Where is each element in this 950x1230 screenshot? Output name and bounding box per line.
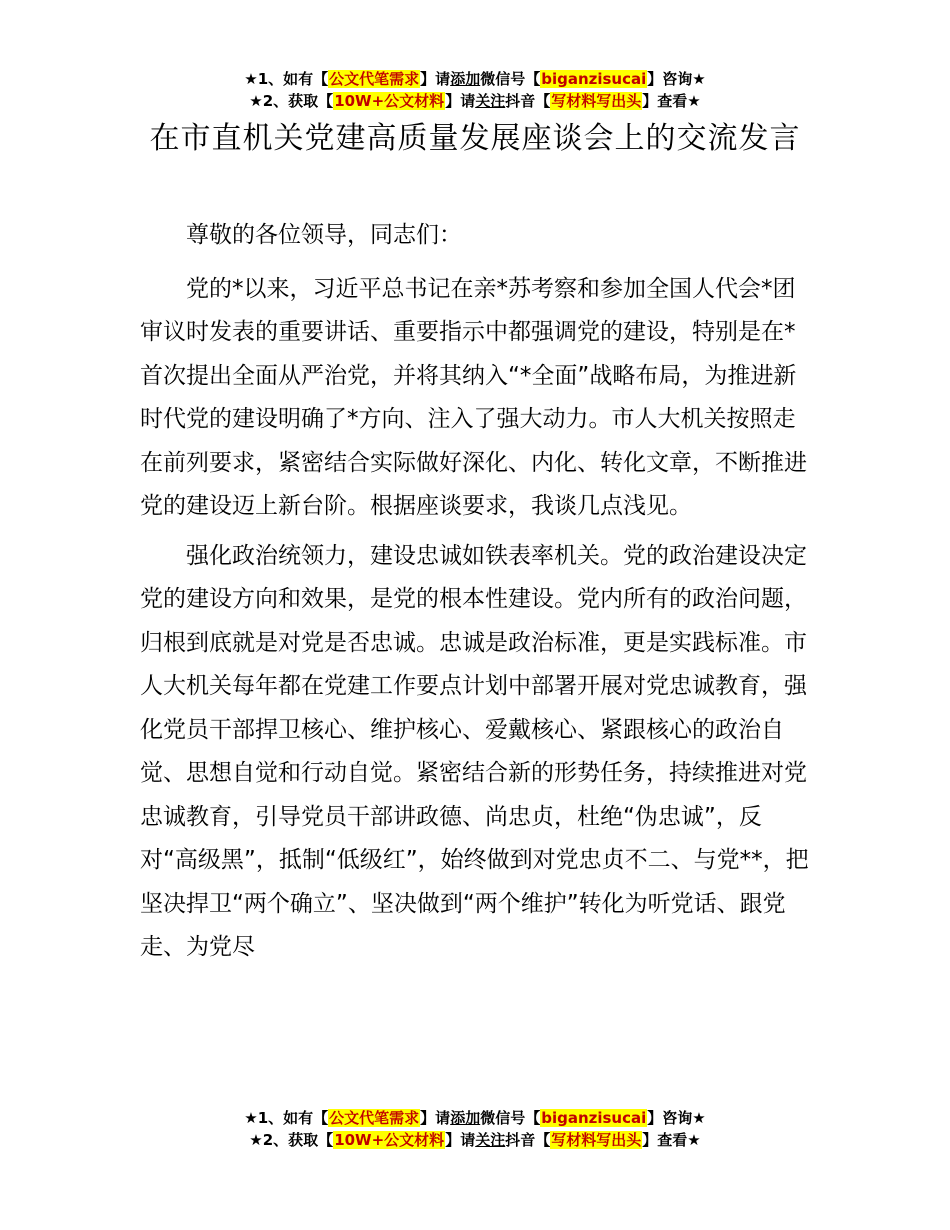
document-body: [140, 214, 815, 976]
promo-line-1: ★1、如有【公文代笔需求】请添加微信号【biganzisucai】咨询★: [244, 1109, 706, 1127]
bottom-promo-banner: [0, 1107, 950, 1151]
top-promo-banner: [0, 68, 950, 112]
wechat-id: biganzisucai: [541, 1109, 647, 1127]
douyin-account: 写材料写出头: [551, 92, 642, 110]
paragraph-political-leadership: 强化政治统领力，建设忠诚如铁表率机关。党的政治建设决定党的建设方向和效果，是党的根本性建设。党内所有的政治问题，归根到底就是对党是否忠诚。忠诚是政治标准，更是实践标准。市人大机关每年都在党建工作要点计划中部署开展对党忠诚教育，强化党员干部捍卫核心、维护核心、爱戴核心、紧跟核心的政治自觉、思想自觉和行动自觉。紧密结合新的形势任务，持续推进对党忠诚教育，引导党员干部讲政德、尚忠贞，杜绝“伪忠诚”，反对“高级黑”，抵制“低级红”，始终做到对党忠贞不二、与党**，把坚决捍卫“两个确立”、坚决做到“两个维护”转化为听党话、跟党走、为党尽: [140, 542, 809, 960]
promo-highlight: 公文代笔需求: [329, 1109, 420, 1127]
wechat-id: biganzisucai: [541, 70, 647, 88]
promo-line-1: ★1、如有【公文代笔需求】请添加微信号【biganzisucai】咨询★: [244, 70, 706, 88]
paragraph-intro: 党的*以来，习近平总书记在亲*苏考察和参加全国人代会*团审议时发表的重要讲话、重要指示中都强调党的建设，特别是在*首次提出全面从严治党，并将其纳入“*全面”战略布局，为推进新时代党的建设明确了*方向、注入了强大动力。市人大机关按照走在前列要求，紧密结合实际做好深化、内化、转化文章，不断推进党的建设迈上新台阶。根据座谈要求，我谈几点浅见。: [140, 275, 807, 519]
promo-line-2: ★2、获取【10W+公文材料】请关注抖音【写材料写出头】查看★: [249, 92, 701, 110]
salutation: 尊敬的各位领导，同志们：: [186, 222, 462, 248]
document-title: 在市直机关党建高质量发展座谈会上的交流发言: [149, 121, 801, 156]
douyin-account: 写材料写出头: [551, 1131, 642, 1149]
promo-highlight: 公文代笔需求: [329, 70, 420, 88]
promo-highlight: 10W+公文材料: [334, 92, 445, 110]
promo-line-2: ★2、获取【10W+公文材料】请关注抖音【写材料写出头】查看★: [249, 1131, 701, 1149]
promo-highlight: 10W+公文材料: [334, 1131, 445, 1149]
